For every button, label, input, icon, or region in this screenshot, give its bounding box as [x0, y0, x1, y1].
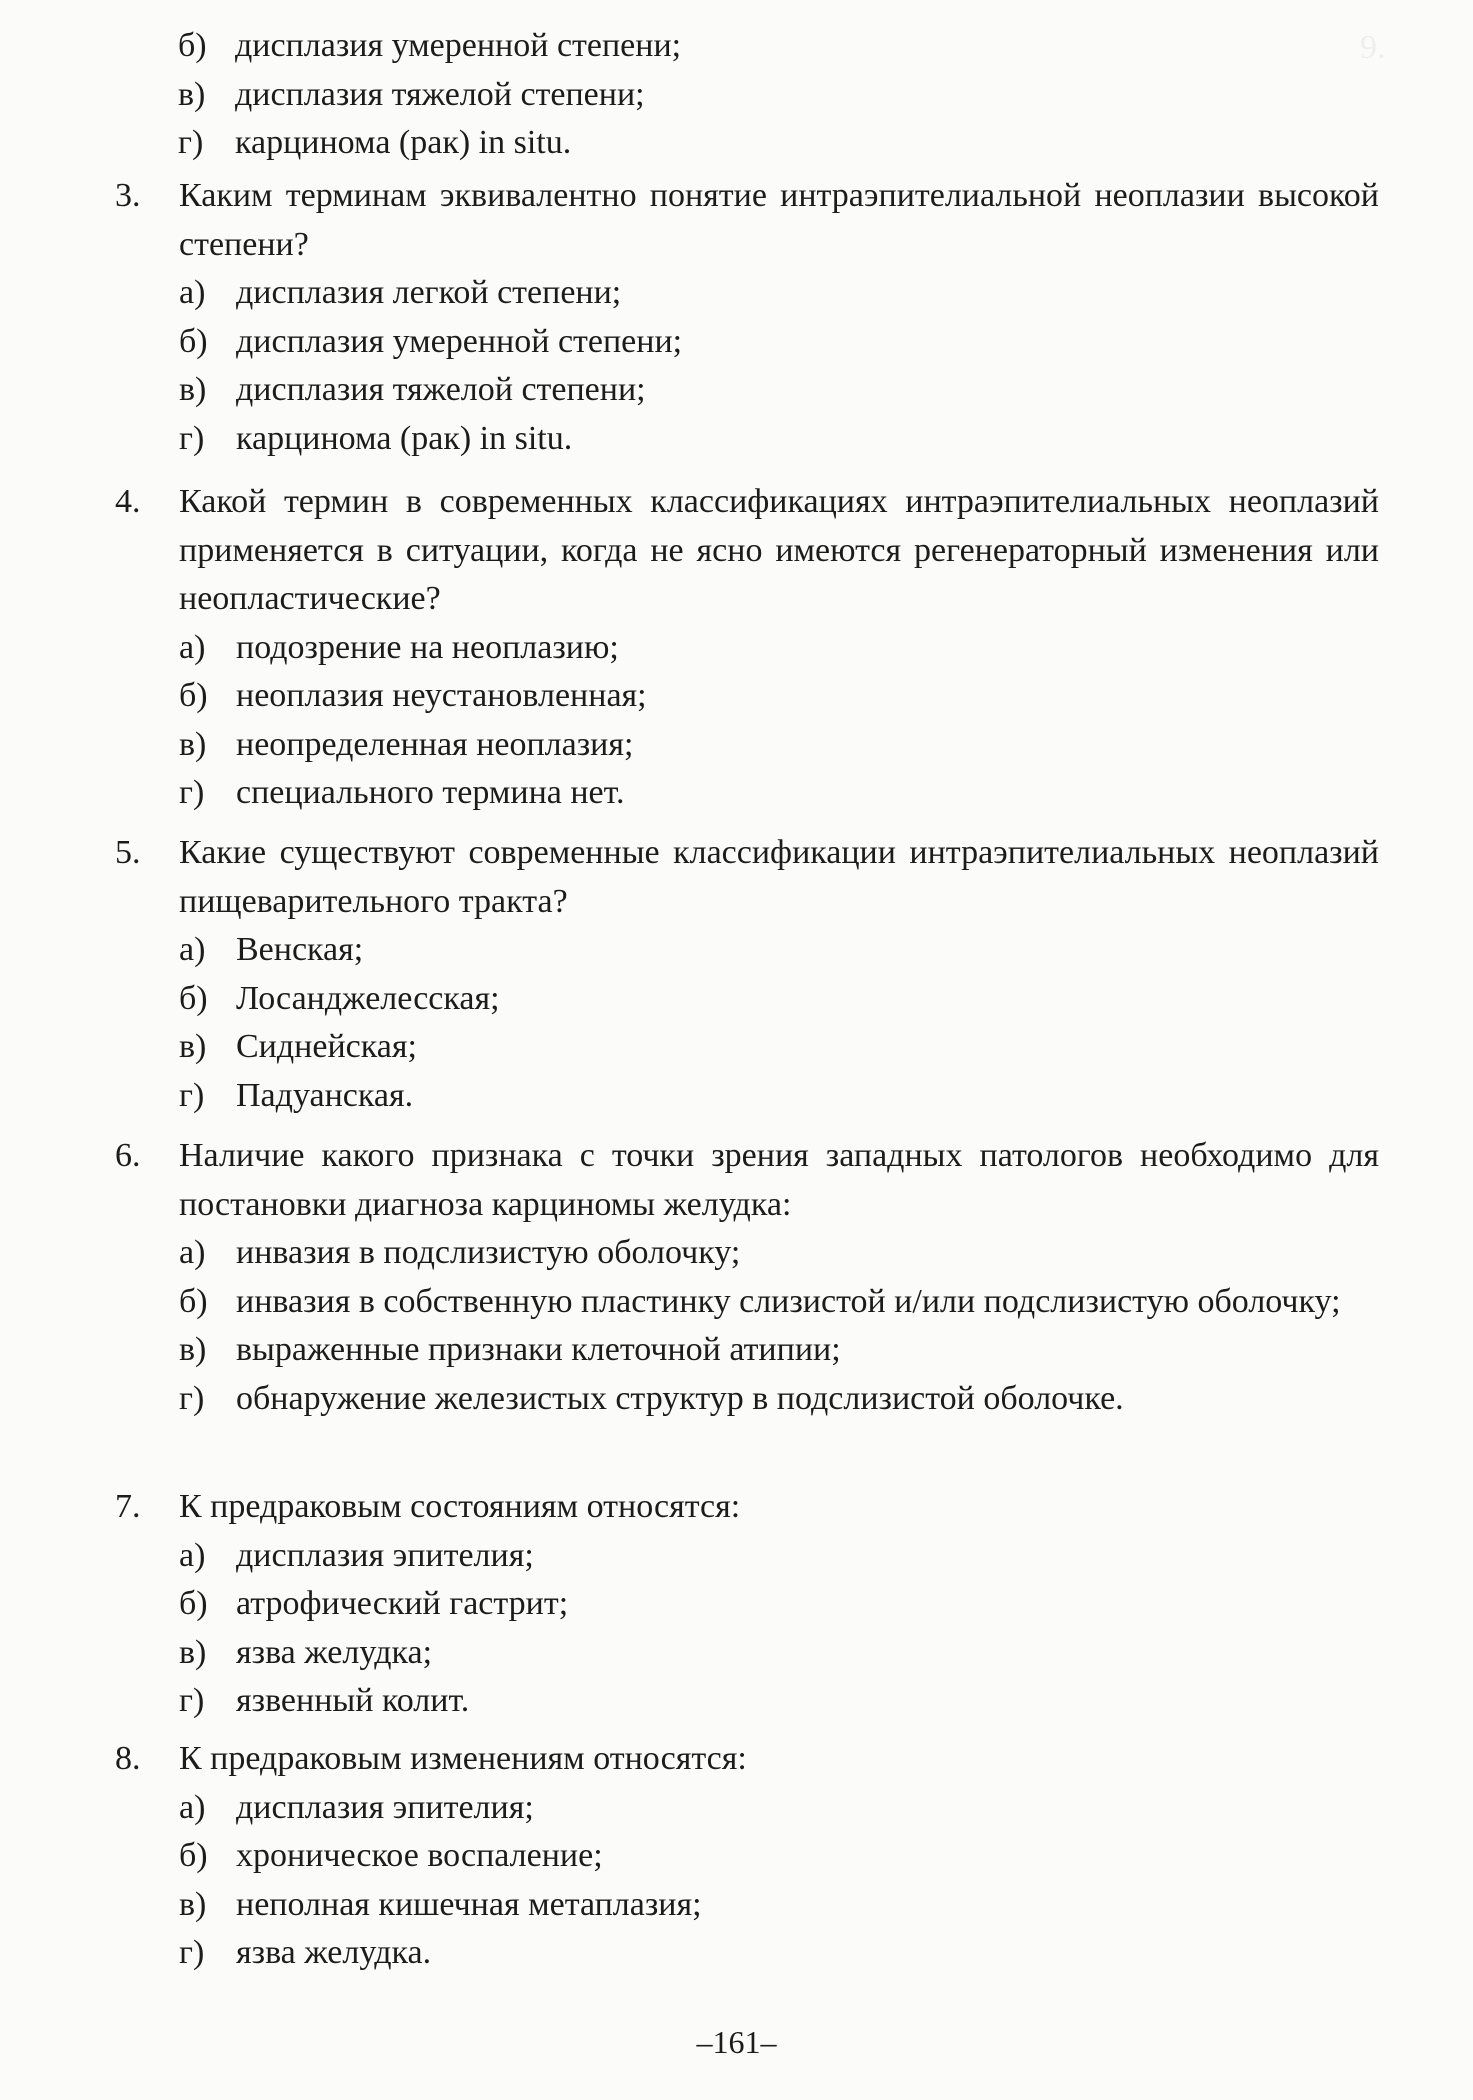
option-item: [179, 1375, 1385, 1424]
option-text: дисплазия легкой степени;: [236, 274, 622, 311]
question-8: [115, 1735, 1385, 1978]
option-item: [178, 22, 1375, 71]
option-text: дисплазия тяжелой степени;: [236, 371, 646, 408]
option-text: язвенный колит.: [236, 1682, 470, 1719]
option-item: [179, 1326, 1385, 1375]
question-6: [115, 1132, 1385, 1423]
option-item: [179, 1072, 1385, 1121]
option-letter: а): [179, 1234, 206, 1271]
question-text: Каким терминам эквивалентно понятие интраэпителиальной неоплазии высокой степени?: [179, 177, 1379, 263]
question-text: Какие существуют современные классификации интраэпителиальных неоплазий пищеварительного тракта?: [179, 834, 1379, 920]
option-letter: в): [178, 75, 206, 113]
option-text: Падуанская.: [236, 1076, 414, 1114]
option-letter: г): [179, 1934, 205, 1971]
option-text: дисплазия умеренной степени;: [236, 322, 683, 360]
question-number: 5.: [115, 834, 141, 871]
bleed-through-text: 9.: [1360, 29, 1386, 66]
option-letter: б): [179, 677, 208, 714]
question-number: 3.: [115, 177, 141, 214]
option-item: [179, 318, 1385, 367]
option-letter: в): [179, 1885, 207, 1923]
option-item: [179, 975, 1385, 1024]
option-text: карцинома (рак) in situ.: [236, 419, 573, 457]
option-letter: а): [179, 1536, 206, 1574]
option-item: [179, 1278, 1385, 1327]
option-item: [179, 721, 1385, 770]
option-item: [179, 1023, 1385, 1072]
question-7: [115, 1483, 1385, 1726]
option-item: [179, 1881, 1385, 1930]
option-letter: г): [179, 1379, 205, 1417]
option-letter: а): [179, 274, 206, 311]
option-item: [179, 1832, 1385, 1881]
option-item: [179, 624, 1385, 673]
continued-options: [178, 22, 1375, 168]
question-text: Какой термин в современных классификациях интраэпителиальных неоплазий применяется в ситуации, когда не ясно имеются регенераторный изменения или неопластические?: [179, 483, 1379, 617]
option-item: [179, 415, 1385, 464]
option-item: [178, 71, 1375, 120]
question-text: К предраковым состояниям относятся:: [179, 1488, 741, 1525]
option-item: [179, 269, 1385, 318]
question-number: 8.: [115, 1740, 141, 1777]
option-letter: г): [179, 774, 205, 811]
option-text: Венская;: [236, 931, 364, 968]
question-text: К предраковым изменениям относятся:: [179, 1740, 747, 1777]
option-letter: а): [179, 628, 206, 666]
option-text: язва желудка.: [236, 1934, 432, 1971]
option-text: дисплазия тяжелой степени;: [235, 75, 645, 113]
question-number: 6.: [115, 1137, 141, 1174]
option-letter: б): [179, 979, 208, 1017]
option-text: атрофический гастрит;: [236, 1585, 569, 1622]
option-text: выраженные признаки клеточной атипии;: [236, 1331, 841, 1368]
option-letter: а): [179, 1788, 206, 1826]
option-letter: г): [179, 1076, 205, 1114]
option-text: инвазия в подслизистую оболочку;: [236, 1234, 741, 1271]
option-text: подозрение на неоплазию;: [236, 628, 619, 666]
option-text: неоплазия неустановленная;: [236, 677, 647, 714]
page-number: –161–: [696, 2024, 777, 2060]
option-letter: в): [179, 1633, 207, 1671]
option-letter: в): [179, 371, 207, 408]
option-letter: б): [179, 1282, 208, 1320]
question-5: [115, 829, 1385, 1120]
option-item: [178, 119, 1375, 168]
option-letter: в): [179, 725, 207, 763]
option-item: [179, 366, 1385, 415]
option-text: неполная кишечная метаплазия;: [236, 1885, 702, 1923]
question-number: 7.: [115, 1488, 141, 1525]
option-letter: а): [179, 931, 206, 968]
option-item: [179, 769, 1385, 818]
option-text: инвазия в собственную пластинку слизистой и/или подслизистую оболочку;: [236, 1282, 1341, 1320]
option-text: Лосанджелесская;: [236, 979, 500, 1017]
option-letter: г): [179, 1682, 205, 1719]
option-text: хроническое воспаление;: [236, 1837, 603, 1874]
option-letter: в): [179, 1331, 207, 1368]
option-text: неопределенная неоплазия;: [236, 725, 634, 763]
option-text: язва желудка;: [236, 1633, 433, 1671]
question-number: 4.: [115, 483, 141, 520]
option-letter: б): [179, 1585, 208, 1622]
option-item: [179, 926, 1385, 975]
option-letter: б): [179, 322, 208, 360]
option-letter: б): [179, 1837, 208, 1874]
question-text: Наличие какого признака с точки зрения западных патологов необходимо для постановки диагноза карциномы желудка:: [179, 1137, 1379, 1223]
option-item: [179, 1629, 1385, 1678]
option-letter: г): [179, 419, 205, 457]
option-item: [179, 1929, 1385, 1978]
option-item: [179, 1229, 1385, 1278]
option-text: дисплазия умеренной степени;: [235, 27, 682, 64]
option-text: дисплазия эпителия;: [236, 1536, 534, 1574]
option-item: [179, 1677, 1385, 1726]
option-letter: в): [179, 1028, 207, 1065]
question-3: [115, 172, 1385, 463]
option-letter: г): [178, 124, 204, 161]
option-text: Сиднейская;: [236, 1028, 417, 1065]
option-letter: б): [178, 27, 207, 64]
option-item: [179, 1532, 1385, 1581]
option-item: [179, 1580, 1385, 1629]
option-text: карцинома (рак) in situ.: [235, 124, 572, 161]
option-text: специального термина нет.: [236, 774, 625, 811]
option-item: [179, 1784, 1385, 1833]
option-text: дисплазия эпителия;: [236, 1788, 534, 1826]
option-item: [179, 672, 1385, 721]
option-text: обнаружение железистых структур в подслизистой оболочке.: [236, 1379, 1124, 1417]
question-4: [115, 478, 1385, 818]
